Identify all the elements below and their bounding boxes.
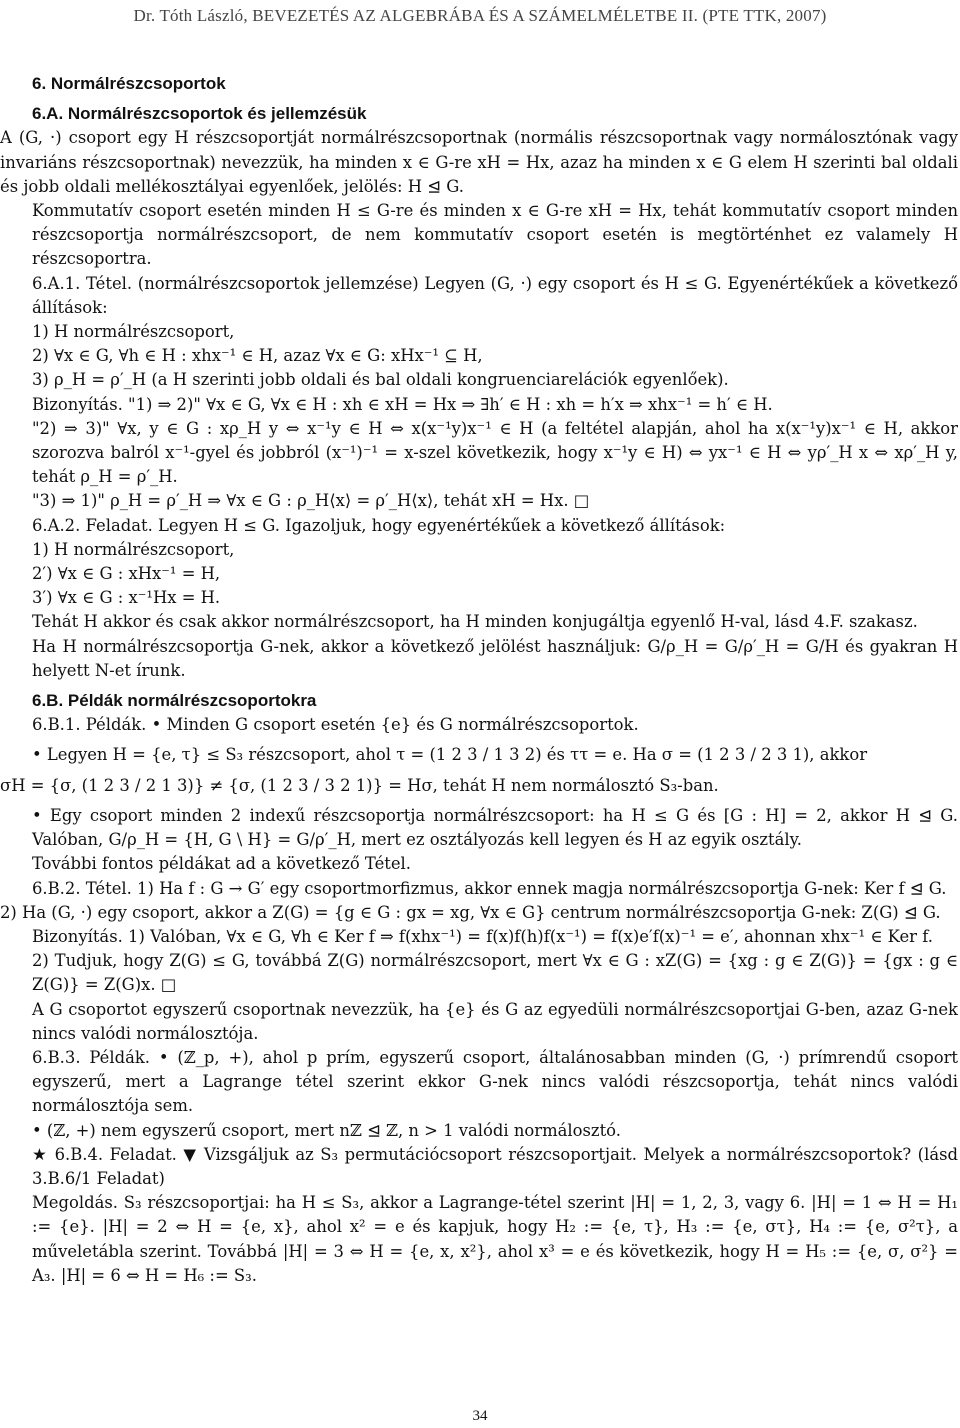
- theorem-item: 2) ∀x ∈ G, ∀h ∈ H : xhx⁻¹ ∈ H, azaz ∀x ∈ G: xHx⁻¹ ⊆ H,: [32, 346, 483, 366]
- definition-paragraph: A (G, ·) csoport egy H részcsoportját normálrészcsoportnak (normális részcsoportnak vagy normálosztónak vagy invariáns részcsoportnak) nevezzük, ha minden x ∈ G-re xH = Hx, azaz ha minden x ∈ G elem H szerinti bal oldali és jobb oldali mellékosztályai egyenlőek, jelölés: H ⊴ G.: [0, 128, 958, 196]
- running-header: Dr. Tóth László, BEVEZETÉS AZ ALGEBRÁBA ÉS A SZÁMELMÉLETBE II. (PTE TTK, 2007): [133, 6, 827, 25]
- proof-paragraph: Bizonyítás. 1) Valóban, ∀x ∈ G, ∀h ∈ Ker f ⇒ f(xhx⁻¹) = f(x)f(h)f(x⁻¹) = f(x)e′f(x)⁻¹ = e′, ahonnan xhx⁻¹ ∈ Ker f.: [32, 926, 933, 946]
- proof-paragraph: Bizonyítás. "1) ⇒ 2)" ∀x ∈ G, ∀x ∈ H : xh ∈ xH = Hx ⇒ ∃h′ ∈ H : xh = h′x ⇒ xhx⁻¹ = h′ ∈ H.: [32, 394, 773, 414]
- proof-paragraph: "2) ⇒ 3)" ∀x, y ∈ G : xρ_H y ⇔ x⁻¹y ∈ H ⇔ x(x⁻¹y)x⁻¹ ∈ H (a feltétel alapján, ahol ha x(x⁻¹y)x⁻¹ ∈ H, akkor szorozva balról x⁻¹-gyel és jobbról (x⁻¹)⁻¹ = x-szel következik, hogy x⁻¹y ∈ H) ⇔ yx⁻¹ ∈ H ⇔ yρ′_H x ⇔ xρ′_H y, tehát ρ_H = ρ′_H.: [32, 418, 958, 487]
- page-body: [0, 72, 958, 1288]
- subsection-title: 6.B. Példák normálrészcsoportokra: [32, 691, 317, 711]
- section-title: 6. Normálrészcsoportok: [32, 74, 226, 93]
- page-number: 34: [472, 1408, 488, 1424]
- proof-paragraph: "3) ⇒ 1)" ρ_H = ρ′_H ⇒ ∀x ∈ G : ρ_H⟨x⟩ = ρ′_H⟨x⟩, tehát xH = Hx. □: [32, 491, 590, 511]
- examples-paragraph: 6.B.3. Példák. • (ℤ_p, +), ahol p prím, egyszerű csoport, általánosabban minden (G, ·) prímrendű csoport egyszerű, mert a Lagrange tétel szerint ekkor G-nek nincs valódi részcsoportja, tehát nincs valódi normálosztója sem.: [32, 1047, 958, 1116]
- theorem-item: 3) ρ_H = ρ′_H (a H szerinti jobb oldali és bal oldali kongruenciarelációk egyenlőek).: [32, 370, 729, 390]
- example-bullet: • (ℤ, +) nem egyszerű csoport, mert nℤ ⊴ ℤ, n > 1 valódi normálosztó.: [32, 1120, 621, 1140]
- theorem-statement: 6.A.1. Tétel. (normálrészcsoportok jellemzése) Legyen (G, ·) egy csoport és H ≤ G. Egyenértékűek a következő állítások:: [32, 273, 958, 317]
- exercise-statement: 6.A.2. Feladat. Legyen H ≤ G. Igazoljuk, hogy egyenértékűek a következő állítások:: [32, 515, 726, 535]
- exercise-item: 2′) ∀x ∈ G : xHx⁻¹ = H,: [32, 564, 221, 584]
- exercise-item: 3′) ∀x ∈ G : x⁻¹Hx = H.: [32, 588, 221, 608]
- definition-paragraph: A G csoportot egyszerű csoportnak nevezzük, ha {e} és G az egyedüli normálrészcsoportjai G-ben, azaz G-nek nincs valódi normálosztója.: [32, 999, 958, 1043]
- proof-paragraph: 2) Tudjuk, hogy Z(G) ≤ G, továbbá Z(G) normálrészcsoport, mert ∀x ∈ G : xZ(G) = {xg : g ∈ Z(G)} = {gx : g ∈ Z(G)} = Z(G)x. □: [32, 951, 958, 995]
- notation-paragraph: Ha H normálrészcsoportja G-nek, akkor a következő jelölést használjuk: G/ρ_H = G/ρ′_H = G/H és gyakran H helyett N-et írunk.: [32, 636, 958, 680]
- solution-paragraph: Megoldás. S₃ részcsoportjai: ha H ≤ S₃, akkor a Lagrange-tétel szerint |H| = 1, 2, 3, vagy 6. |H| = 1 ⇔ H = H₁ := {e}. |H| = 2 ⇔ H = {e, x}, ahol x² = e és kapjuk, hogy H₂ := {e, τ}, H₃ := {e, στ}, H₄ := {e, σ²τ}, a műveletábla szerint. Továbbá |H| = 3 ⇔ H = {e, x, x²}, ahol x³ = e és következik, hogy H = H₅ := {e, σ, σ²} = A₃. |H| = 6 ⇔ H = H₆ := S₃.: [32, 1193, 958, 1285]
- theorem-item: 1) H normálrészcsoport,: [32, 322, 235, 342]
- remark-paragraph: Tehát H akkor és csak akkor normálrészcsoport, ha H minden konjugáltja egyenlő H-val, lásd 4.F. szakasz.: [32, 612, 918, 632]
- exercise-item: 1) H normálrészcsoport,: [32, 539, 235, 559]
- theorem-item: 2) Ha (G, ·) egy csoport, akkor a Z(G) = {g ∈ G : gx = xg, ∀x ∈ G} centrum normálrészcsoportja G-nek: Z(G) ⊴ G.: [0, 902, 941, 922]
- theorem-statement: 6.B.2. Tétel. 1) Ha f : G → G′ egy csoportmorfizmus, akkor ennek magja normálrészcsoportja G-nek: Ker f ⊴ G.: [32, 878, 947, 898]
- commutative-remark: Kommutatív csoport esetén minden H ≤ G-re és minden x ∈ G-re xH = Hx, tehát kommutatív csoport minden részcsoportja normálrészcsoport, de nem kommutatív csoport esetén is megtörténhet ez valamely H részcsoportra.: [32, 201, 958, 269]
- example-bullet: • Legyen H = {e, τ} ≤ S₃ részcsoport, ahol τ = (1 2 3 / 1 3 2) és ττ = e. Ha σ = (1 2 3 / 2 3 1), akkor: [32, 745, 868, 765]
- example-bullet: • Egy csoport minden 2 indexű részcsoportja normálrészcsoport: ha H ≤ G és [G : H] = 2, akkor H ⊴ G. Valóban, G/ρ_H = {H, G \ H} = G/ρ′_H, mert ez osztályozás kell legyen és H az egyik osztály.: [32, 805, 958, 850]
- subsection-title: 6.A. Normálrészcsoportok és jellemzésük: [32, 104, 367, 124]
- example-formula: σH = {σ, (1 2 3 / 2 1 3)} ≠ {σ, (1 2 3 / 3 2 1)} = Hσ, tehát H nem normálosztó S₃-ban.: [0, 775, 719, 795]
- remark-paragraph: További fontos példákat ad a következő Tétel.: [32, 854, 412, 874]
- exercise-statement: ★ 6.B.4. Feladat. ▼ Vizsgáljuk az S₃ permutációcsoport részcsoportjait. Melyek a normálrészcsoportok? (lásd 3.B.6/1 Feladat): [32, 1144, 958, 1188]
- examples-paragraph: 6.B.1. Példák. • Minden G csoport esetén {e} és G normálrészcsoportok.: [32, 715, 639, 735]
